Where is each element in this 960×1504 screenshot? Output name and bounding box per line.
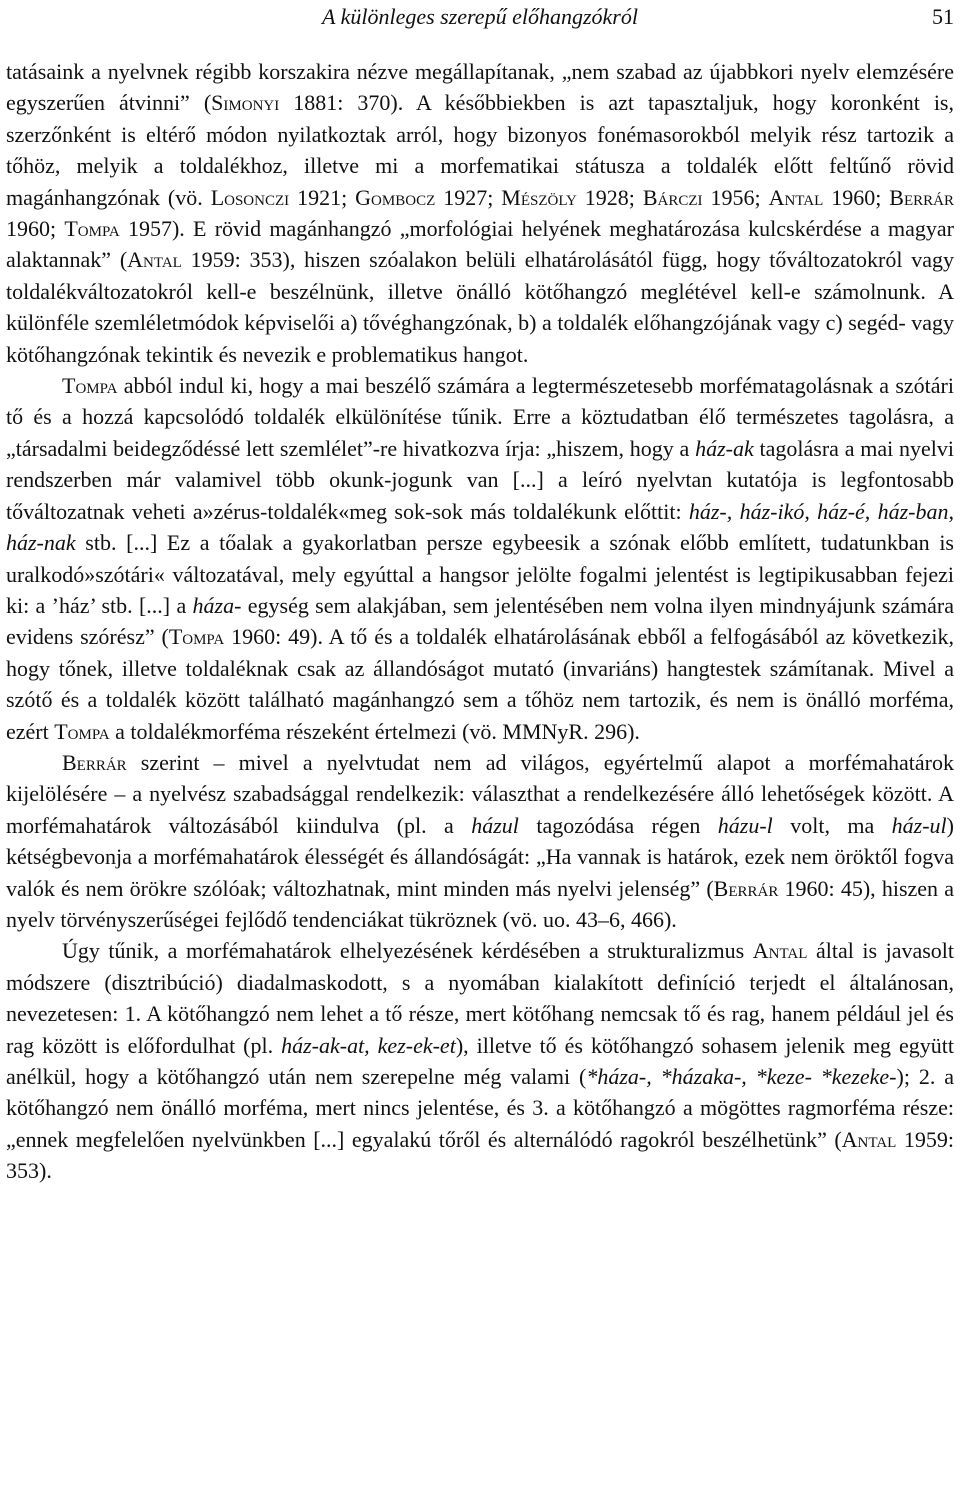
text-run: ); 2. a kötőhangzó nem önálló morféma, mert nincs jelentése, és 3. a kötőhangzó a mögöttes ragmorféma része: „ennek megfelelően nyelvünkben [...] egyalakú tőről és alternálódó ragokról beszélhetünk” ( — [6, 1064, 954, 1152]
text-run: abból indul ki, hogy a mai beszélő számára a legtermészetesebb morfématagolásnak a szótári tő és a hozzá kapcsolódó toldalék elkülönítése tűnik. Erre a köztudatban élő természetes tagolásra, a „társadalmi beidegződéssé lett szemlélet”-re hivatkozva írja: „hiszem, hogy a — [6, 373, 954, 461]
text-run: tagozódása régen — [518, 812, 718, 838]
text-run: 1956; — [702, 184, 769, 210]
author-name: Antal — [127, 247, 182, 273]
text-run: 1921; — [289, 184, 356, 210]
text-run: 1960; — [6, 216, 65, 242]
text-run: tatásaink a nyelvnek régibb korszakira nézve megállapítanak, „nem szabad az újabbkori nyelv elemzésére egyszerűen átvinni” ( — [6, 59, 954, 116]
author-name: Berrár — [62, 749, 127, 775]
paragraph — [6, 56, 954, 370]
example-word: *háza-, *házaka-, *keze- *kezeke- — [586, 1064, 897, 1089]
author-name: Tompa — [168, 624, 225, 650]
example-word: ház-ak-at, kez-ek-et — [281, 1032, 456, 1058]
example-word: háza- — [192, 592, 242, 618]
text-run: 1959: 353), hiszen szóalakon belüli elhatárolásától függ, hogy tőváltozatokról vagy toldalékváltozatokról kell-e beszélnünk, illetve önálló kötőhangzó meglétével kell-e számolnunk. A különféle szemléletmódok képviselői a) tővéghangzónak, b) a toldalék előhangzójának vagy c) segéd- vagy kötőhangzónak tekintik és nevezik e problematikus hangot. — [6, 247, 954, 367]
text-run: 1957). E rövid magánhangzó „morfológiai helyének meghatározása kulcskérdése a magyar alaktannak” ( — [6, 216, 954, 273]
author-name: Bárczi — [642, 184, 703, 210]
author-name: Simonyi — [211, 90, 280, 116]
author-name: Tompa — [62, 373, 118, 399]
text-run: ) kétségbevonja a morfémahatárok élességét és állandóságát: „Ha vannak is határok, ezek nem öröktől fogva valók és nem örökre szólóak; változhatnak, mint minden más nyelvi jelenség” ( — [6, 812, 954, 901]
text-run: Úgy tűnik, a morfémahatárok elhelyezésének kérdésében a strukturalizmus — [62, 938, 753, 964]
text-run: 1960; — [823, 184, 890, 210]
text-run: 1881: 370). A későbbiekben is azt tapasztaljuk, hogy koronként is, szerzőnként is eltérő módon nyilatkoztak arról, hogy bizonyos fonémasorokból melyik rész tartozik a tőhöz, melyik a toldalékhoz, illetve mi a morfematikai státusza a toldalék előtt feltűnő rövid magánhangzónak (vö. — [6, 90, 954, 210]
author-name: Tompa — [54, 718, 110, 744]
body-text — [6, 56, 954, 1187]
author-name: Berrár — [889, 184, 954, 210]
author-name: Tompa — [64, 216, 120, 242]
text-run: egység sem alakjában, sem jelentésében nem volna ilyen mindnyájunk számára evidens szórész” ( — [6, 592, 954, 650]
example-word: házul — [471, 812, 519, 838]
text-run: 1959: 353). — [6, 1126, 954, 1184]
paragraph — [6, 370, 954, 747]
example-word: ház-, ház-ikó, ház-é, ház-ban, ház-nak — [6, 498, 954, 556]
text-run: által is javasolt módszere (disztribúció) diadalmaskodott, s a nyomában kialakított definíció terjedt el általánosan, nevezetesen: 1. A kötőhangzó nem lehet a tő része, mert kötőhang nemcsak tő és rag, hanem például jel és rag között is előfordulhat (pl. — [6, 938, 955, 1058]
text-run: 1928; — [576, 184, 643, 210]
page-number: 51 — [932, 4, 954, 29]
text-run: tagolásra a mai nyelvi rendszerben már valamivel több okunk-jogunk van [...] a leíró nyelvtan kutatója is legfontosabb tőváltozatnak veheti a»zérus-toldalék«meg sok-sok más toldalékunk előttit: — [6, 435, 954, 524]
example-word: házu-l — [717, 812, 773, 838]
author-name: Antal — [752, 938, 808, 964]
text-run: 1960: 45), hiszen a nyelv törvényszerűségei fejlődő tendenciákat tükröznek (vö. uo. 43–6, 466). — [6, 875, 955, 932]
running-header — [0, 2, 960, 32]
text-run: a toldalékmorféma részeként értelmezi (vö. MMNyR. 296). — [109, 718, 640, 744]
paragraph — [6, 935, 954, 1186]
text-run: volt, ma — [772, 812, 892, 838]
author-name: Antal — [841, 1126, 897, 1152]
example-word: ház-ul — [891, 812, 947, 838]
author-name: Gombocz — [355, 184, 436, 210]
text-run: 1927; — [435, 184, 502, 210]
author-name: Antal — [768, 184, 824, 210]
author-name: Berrár — [713, 875, 779, 901]
paragraph — [6, 747, 954, 935]
text-run: 1960: 49). A tő és a toldalék elhatárolásának ebből a felfogásából az következik, hogy tőnek, illetve toldaléknak csak az állandóságot mutató (invariáns) hangtestek számítanak. Mivel a szótő és a toldalék között található magánhangzó sem a tőhöz nem tartozik, és nem is önálló morféma, ezért — [6, 624, 955, 744]
author-name: Mészöly — [501, 184, 577, 210]
text-run: stb. [...] Ez a tőalak a gyakorlatban persze egybeesik a szónak előbb említett, tudatunkban is uralkodó»szótári« változatával, mely egyúttal a hangsor jelölte fogalmi jelentést is legtipikusabban fejezi ki: a ’ház’ stb. [...] a — [6, 530, 954, 618]
example-word: ház-ak — [695, 435, 754, 461]
text-run: szerint – mivel a nyelvtudat nem ad világos, egyértelmű alapot a morfémahatárok kijelölésére – a nyelvész szabadsággal rendelkezik: választhat a rendelkezésére álló lehetőségek között. A morfémahatárok változásából kiindulva (pl. a — [6, 749, 954, 838]
author-name: Losonczi — [210, 184, 290, 210]
running-title: A különleges szerepű előhangzókról — [322, 4, 638, 29]
text-run: ), illetve tő és kötőhangzó sohasem jelenik meg együtt anélkül, hogy a kötőhangzó után nem szerepelne még valami ( — [6, 1032, 954, 1089]
